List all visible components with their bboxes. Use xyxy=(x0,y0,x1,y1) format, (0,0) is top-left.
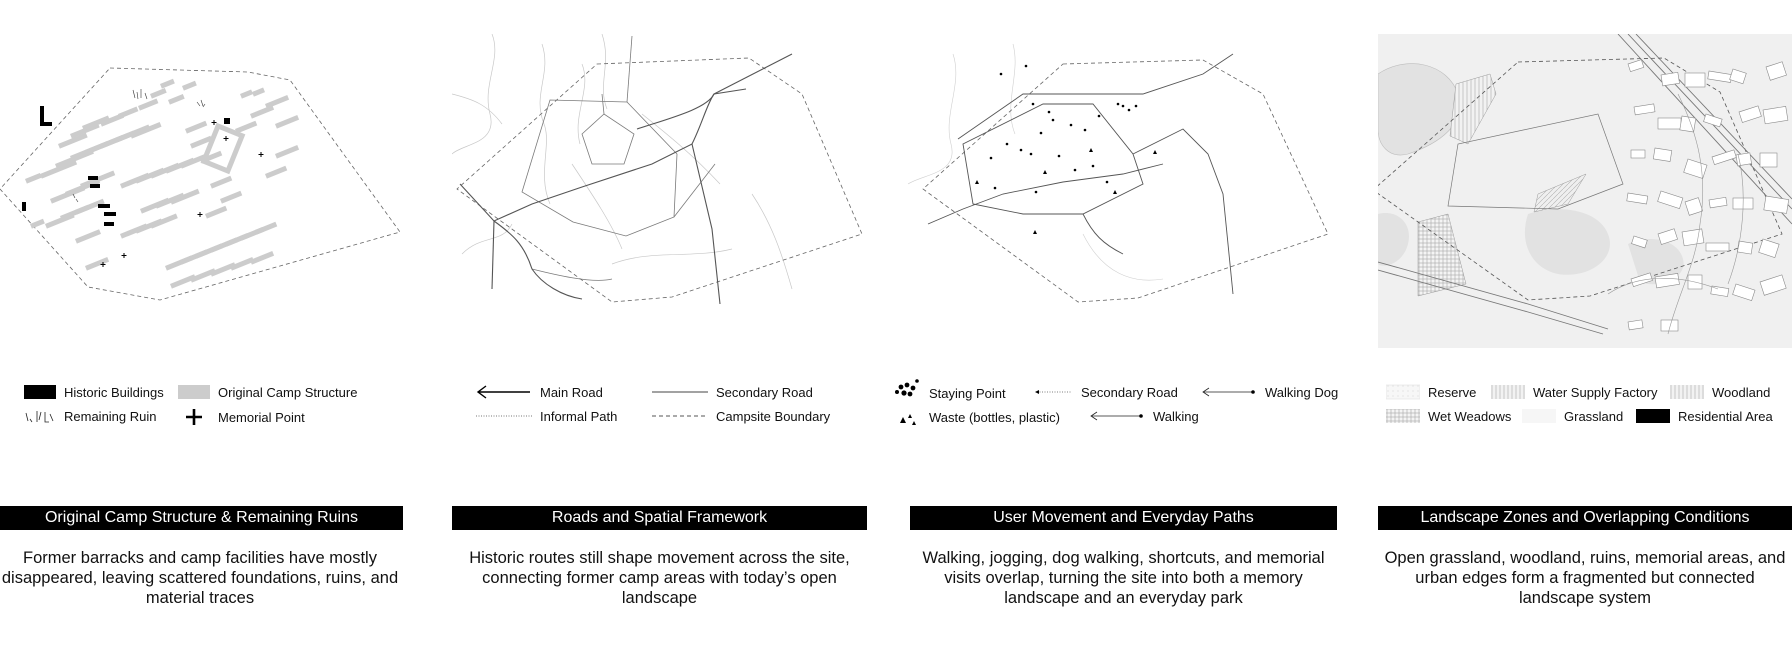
legend-label: Residential Area xyxy=(1678,408,1773,424)
legend-reserve xyxy=(1386,384,1476,400)
barrack-block xyxy=(30,219,45,229)
residential-block xyxy=(1682,229,1704,246)
landscape-zones-map xyxy=(1378,34,1792,348)
wet-meadows-swatch xyxy=(1386,408,1420,424)
legend-walking-dog xyxy=(1201,384,1338,400)
memorial-cross-icon xyxy=(178,408,210,426)
legend-informal-path xyxy=(476,408,617,424)
campsite-boundary xyxy=(457,58,862,302)
legend-label: Walking xyxy=(1153,408,1199,424)
panel-title: Landscape Zones and Overlapping Conditions xyxy=(1378,506,1792,530)
barrack-block xyxy=(150,88,167,99)
historic-buildings-swatch xyxy=(24,384,56,400)
staying-point xyxy=(1020,149,1023,152)
legend-label: Walking Dog xyxy=(1265,384,1339,400)
legend-label: Water Supply Factory xyxy=(1533,384,1658,400)
campsite-boundary xyxy=(0,68,400,300)
legend-main-road xyxy=(476,384,603,400)
barrack-block xyxy=(85,257,109,271)
campsite-boundary xyxy=(923,60,1328,302)
legend-label: Main Road xyxy=(540,384,603,400)
staying-point xyxy=(990,157,993,160)
legend-label: Secondary Road xyxy=(716,384,813,400)
staying-point xyxy=(1006,143,1009,146)
residential-block xyxy=(1760,153,1777,167)
barrack-block xyxy=(250,251,274,265)
barrack-block xyxy=(160,79,175,89)
staying-point xyxy=(1030,153,1033,156)
grassland-swatch xyxy=(1522,408,1556,424)
panel-title: User Movement and Everyday Paths xyxy=(910,506,1337,530)
secondary-road-line-icon xyxy=(652,384,708,400)
panel-title: Original Camp Structure & Remaining Ruins xyxy=(0,506,403,530)
staying-point xyxy=(1084,129,1087,132)
barrack-block xyxy=(220,191,242,204)
waste-triangles-icon xyxy=(891,408,921,426)
barrack-block xyxy=(255,222,277,235)
legend-grassland xyxy=(1522,408,1623,424)
staying-point xyxy=(1074,169,1077,172)
informal-paths xyxy=(452,34,792,289)
legend-label: Historic Buildings xyxy=(64,384,164,400)
woodland-swatch xyxy=(1670,384,1704,400)
residential-swatch xyxy=(1636,408,1670,424)
panel-description: Former barracks and camp facilities have mostly disappeared, leaving scattered foundations, ruins, and material traces xyxy=(1,549,399,607)
barrack-block xyxy=(205,206,227,219)
staying-point xyxy=(1052,119,1055,122)
staying-point xyxy=(994,187,997,190)
staying-point xyxy=(1048,111,1051,114)
residential-block xyxy=(1631,150,1645,158)
panel-description: Walking, jogging, dog walking, shortcuts, and memorial visits overlap, turning the site into both a memory landscape and an everyday park xyxy=(922,549,1325,607)
legend-waste xyxy=(891,408,1060,426)
staying-point xyxy=(1128,109,1131,112)
staying-point xyxy=(1135,105,1138,108)
staying-point xyxy=(1032,103,1035,106)
barrack-block xyxy=(185,121,207,134)
walking-dog-arrow-icon xyxy=(1201,384,1257,400)
staying-point xyxy=(1058,155,1061,158)
barrack-block xyxy=(118,107,138,119)
reserve-swatch xyxy=(1386,384,1420,400)
boundary-dashed-line-icon xyxy=(652,408,708,424)
barrack-block xyxy=(210,176,232,189)
legend-label: Grassland xyxy=(1564,408,1624,424)
residential-block xyxy=(1706,243,1729,251)
staying-point xyxy=(1098,115,1101,118)
legend-secondary-road xyxy=(1033,384,1178,400)
barrack-block xyxy=(275,145,299,159)
legend-label: Informal Path xyxy=(540,408,618,424)
staying-points-icon xyxy=(891,378,921,402)
panel-description: Open grassland, woodland, ruins, memorial areas, and urban edges form a fragmented but connected landscape system xyxy=(1384,549,1786,607)
residential-block xyxy=(1685,73,1705,87)
water-supply-swatch xyxy=(1491,384,1525,400)
original-camp-structure-blocks xyxy=(25,79,299,289)
panel-title: Roads and Spatial Framework xyxy=(452,506,867,530)
barrack-block xyxy=(265,166,287,179)
barrack-block xyxy=(252,88,265,97)
legend-campsite-boundary xyxy=(652,408,830,424)
main-roads xyxy=(460,54,792,304)
barrack-block xyxy=(25,173,42,184)
legend-staying-point xyxy=(891,384,1006,402)
barrack-block xyxy=(265,95,289,109)
barrack-block xyxy=(168,94,185,105)
barrack-block xyxy=(240,90,253,99)
legend-label: Original Camp Structure xyxy=(218,384,358,400)
background-paths xyxy=(908,44,1163,280)
staying-point xyxy=(1092,165,1095,168)
barrack-block xyxy=(75,229,101,243)
camp-courtyard-block xyxy=(204,126,242,171)
legend-remaining-ruin xyxy=(24,408,157,424)
camp-structure-map xyxy=(0,34,400,354)
panel-landscape-zones xyxy=(1378,0,1792,651)
legend-secondary-road xyxy=(652,384,813,400)
walking-arrow-icon xyxy=(1089,408,1145,424)
barrack-block xyxy=(150,214,178,229)
legend-water-supply-factory xyxy=(1491,384,1658,400)
user-movement-map xyxy=(903,34,1343,354)
walking-routes xyxy=(928,54,1233,294)
legend-label: Wet Weadows xyxy=(1428,408,1512,424)
legend-label: Reserve xyxy=(1428,384,1477,400)
secondary-road-dotted-arrow-icon xyxy=(1033,384,1073,400)
residential-block xyxy=(1661,72,1680,86)
main-road-arrow-icon xyxy=(476,384,532,400)
staying-point xyxy=(1122,105,1125,108)
legend-label: Memorial Point xyxy=(218,409,305,425)
secondary-roads xyxy=(522,36,715,280)
legend-label: Campsite Boundary xyxy=(716,408,831,424)
staying-point xyxy=(1106,181,1109,184)
informal-path-line-icon xyxy=(476,408,532,424)
staying-point xyxy=(1035,191,1038,194)
legend-label: Remaining Ruin xyxy=(64,408,157,424)
panel-user-movement xyxy=(903,0,1343,651)
ruin-icon xyxy=(24,408,56,424)
barrack-block xyxy=(275,115,299,129)
legend-woodland xyxy=(1670,384,1770,400)
staying-point xyxy=(1070,124,1073,127)
legend-wet-meadows xyxy=(1386,408,1511,424)
legend-label: Secondary Road xyxy=(1081,384,1178,400)
legend-historic-buildings xyxy=(24,384,164,400)
camp-structure-swatch xyxy=(178,384,210,400)
legend-label: Waste (bottles, plastic) xyxy=(929,409,1061,425)
legend-label: Woodland xyxy=(1712,384,1771,400)
legend-walking xyxy=(1089,408,1199,424)
residential-block xyxy=(1680,116,1696,132)
legend-original-camp-structure xyxy=(178,384,357,400)
legend-memorial-point xyxy=(178,408,305,426)
residential-block xyxy=(1653,148,1672,162)
legend-residential-area xyxy=(1636,408,1773,424)
staying-points xyxy=(990,65,1138,194)
staying-point xyxy=(1025,65,1028,68)
staying-point xyxy=(1040,132,1043,135)
barrack-block xyxy=(182,81,197,91)
legend-label: Staying Point xyxy=(929,385,1006,401)
residential-block xyxy=(1658,118,1681,129)
panel-description: Historic routes still shape movement across the site, connecting former camp areas with today’s open landscape xyxy=(469,549,850,607)
panel-camp-structure xyxy=(0,0,400,651)
staying-point xyxy=(1000,73,1003,76)
panel-roads xyxy=(452,0,872,651)
staying-point xyxy=(1117,103,1120,106)
barrack-block xyxy=(138,99,158,111)
roads-map xyxy=(452,34,872,354)
residential-block xyxy=(1737,241,1753,254)
